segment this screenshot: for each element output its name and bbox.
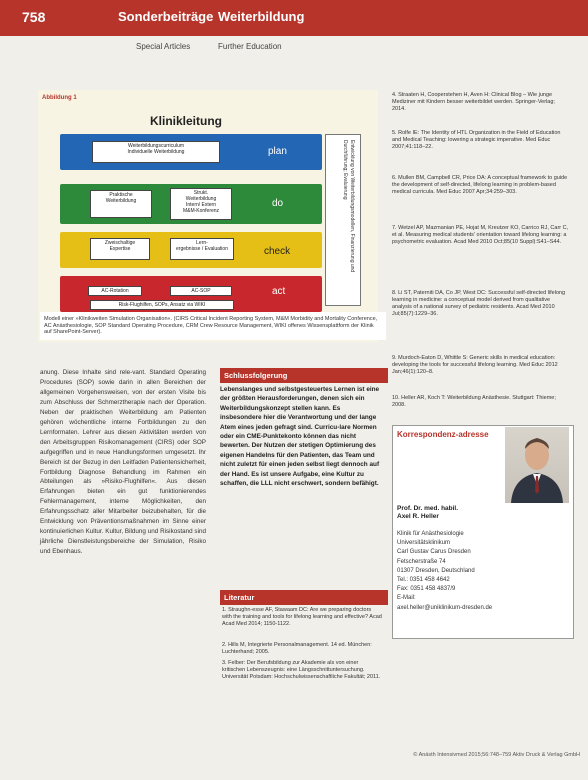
- author-fullname: Axel R. Heller: [397, 513, 439, 521]
- reference-item: 9. Murdoch-Eaton D, Whittle S: Generic skills in medical education: developing the tools for successful lifelong learning. Med Educ 2012 Jan;46(1):120–8.: [392, 355, 558, 375]
- page-number: 758: [22, 9, 46, 25]
- do-box-structured: Strukt. Weiterbildung Intern/ Extern M&M-Konferenz: [170, 188, 232, 220]
- email-link[interactable]: axel.heller@uniklinikum-dresden.de: [397, 604, 493, 611]
- reference-item: 7. Wetzel AP, Mazmanian PE, Hojat M, Kreutzer KO, Carrico RJ, Carr C, et al. Measuring medical students' orientation toward lifelong learning: a psychometric evaluation. Acad Med 2010 Oct;85(10 Suppl):S41–S44.: [392, 225, 569, 245]
- section-title-en: Special Articles: [136, 42, 191, 51]
- reference-item: 5. Rolfe IE: The Identity of HTL Organization in the Field of Education and Medical Teaching: lowering a strategic imperative. Med Educ 2007;41:118–22.: [392, 130, 561, 150]
- reference-item: 6. Mullen BM, Campbell CR, Price DA: A conceptual framework to guide the development of self-directed, lifelong learning in problem-based medical curricula. Med Educ 2007 Apr;34:259–303.: [392, 175, 568, 195]
- author-portrait-icon: [505, 427, 569, 503]
- act-box-sop: AC-SOP: [170, 286, 232, 296]
- act-box-wiki: Risk-Flughilfen, SOPs, Ansatz via WIKI: [90, 300, 234, 310]
- figure-label: Abbildung 1: [42, 95, 77, 101]
- figure-title: Klinikleitung: [150, 114, 222, 128]
- figure-caption: Modell einer »Klinikweiten Simulation Organisation«. (CIRS Critical Incident Reporting System, M&M Morbidity and Mortality Conference, AC Anästhesiologie, SOP Standard Operating Procedure, CRM Crew Resource Management, WIKI offenes Wissensplattform der Klinik auf SharePoint-Server).: [40, 312, 386, 340]
- schlussfolgerung-heading: Schlussfolgerung: [220, 368, 388, 383]
- correspondence-heading: Korrespondenz-adresse: [397, 430, 489, 439]
- email-label: E-Mail:: [397, 595, 416, 602]
- address-line: Universitätsklinikum: [397, 540, 451, 547]
- page-footer: © Anästh Intensivmed 2015;56:748–759 Aktiv Druck & Verlag GmbH: [413, 752, 580, 758]
- section-subtitle-en: Further Education: [218, 42, 282, 51]
- check-label: check: [264, 246, 291, 257]
- address-line: Fetscherstraße 74: [397, 558, 446, 565]
- check-box-evaluation: Lern- ergebnisse / Evaluation: [170, 238, 234, 260]
- literatur-heading: Literatur: [220, 590, 388, 605]
- schlussfolgerung-text: Lebenslanges und selbstgesteuertes Lernen ist eine der größten Herausforderungen, denen sich ein Weiterbildungskonzept stellen kann. Es insbesondere hier die Verantwortung und der lange Atem eines jeden gefragt sind. Curricu-lare Normen oder ein CME-Punktekonto können das nicht bewerten. Der Nutzen der stetigen Optimierung des eigenen Handelns für den Patienten, das Team und nicht zuletzt für einen jeden selbst liegt dennoch auf der Hand. Es ist unsere Aufgabe, eine Kultur zu schaffen, die LLL nicht erschwert, sondern befähigt.: [220, 386, 380, 488]
- reference-item: 10. Heller AR, Koch T: Weiterbildung Anästhesie. Stuttgart: Thieme; 2008.: [392, 395, 556, 408]
- do-box-practical: Praktische Weiterbildung: [90, 190, 152, 218]
- section-title: Sonderbeiträge: [118, 9, 214, 24]
- address-line: Carl Gustav Carus Dresden: [397, 549, 471, 556]
- body-text-left: anung. Diese Inhalte sind rele-vant. Standard Operating Procedures (SOP) sowie darin in allen Bereichen der allgemeinen Vorgehensweisen, von der ersten Visite bis zum Abschluss der Schmerztherapie nach der Operation. Neben der praktischen Weiterbildung am Patienten gehören wöchentliche interne Fortbildungen zu den Lernformaten. Lehrer aus diesen Aktivitäten werden von den Arbeitsgruppen Risikomanagement (CIRS) oder SOP aufgegriffen und in neue Handlungsformen umgesetzt. Ihr Bereich ist der Bezug in den Leitfaden Patientensicherheit, Fortbildung Diagnose Behandlung im Rahmen ein Abteilungen als »Risiko-Flughilfen«. Aus diesen Erfahrungen bieten ein gut funktionierendes Fehlermanagement, interne Möglichkeiten, den Erfahrungsschatz aller Mitarbeiter beizubehalten, für die Entwicklung von Präventionsmaßnahmen im Sinne einer kontinuierlichen Kultur. Kultur, Bildung und Risikostand sind jährliche Dienstleistungsbereiche der Simulation, Risiko und Ebenhaus.: [40, 369, 206, 556]
- phone-line: Tel.: 0351 458 4642: [397, 577, 450, 584]
- act-label: act: [272, 286, 286, 297]
- author-address: [397, 530, 567, 613]
- address-line: 01307 Dresden, Deutschland: [397, 567, 475, 574]
- fax-line: Fax: 0351 458 4837/9: [397, 586, 456, 593]
- plan-label: plan: [268, 146, 287, 157]
- reference-item: 8. Li ST, Paterniti DA, Co JP, West DC: Successful self-directed lifelong learning in medicine: a conceptual model derived from qualitative analysis of a national survey of pediatric residents. Acad Med 2010 Jul;85(7):1229–36.: [392, 290, 566, 317]
- literatur-item: 1. Straughn-esse AF, Stawaam DC: Are we preparing doctors with the training and tools for lifelong learning and effective? Acad Acad Med 2014; 1150-1122.: [222, 607, 382, 627]
- act-box-rotation: AC-Rotation: [88, 286, 142, 296]
- side-process-text: Entwicklung von Weiterbildungsmodellen, Finanzierung und Durchführung; Evaluierung: [342, 140, 355, 273]
- do-label: do: [272, 198, 284, 209]
- check-box-expertise: Zweischaltige Expertise: [90, 238, 150, 260]
- address-line: Klinik für Anästhesiologie: [397, 531, 464, 537]
- reference-item: 4. Straaten H, Cooperstehen H, Aven H: Clinical Blog – Wie junge Mediziner mit Kindern besser weiterbildet werden. Springer-Verlag; 2014.: [392, 92, 555, 112]
- author-title: Prof. Dr. med. habil.: [397, 505, 459, 512]
- author-photo: [505, 427, 569, 503]
- section-subtitle: Weiterbildung: [218, 9, 305, 24]
- plan-box: Weiterbildungscurriculum Individuelle Weiterbildung: [92, 141, 220, 163]
- literatur-item: 2. Hills M, Integrierte Personalmanagement. 14 ed. München: Luchterhand; 2005.: [222, 642, 372, 655]
- author-name: [397, 505, 537, 521]
- literatur-item: 3. Felber: Der Berufsbildung zur Akademie als von einer kritischen Lebenszeugnis: eine Längsschnittuntersuchung. Universität Potsdam: Hochschulwissenschaftliche Fakultät; 2011.: [222, 660, 381, 680]
